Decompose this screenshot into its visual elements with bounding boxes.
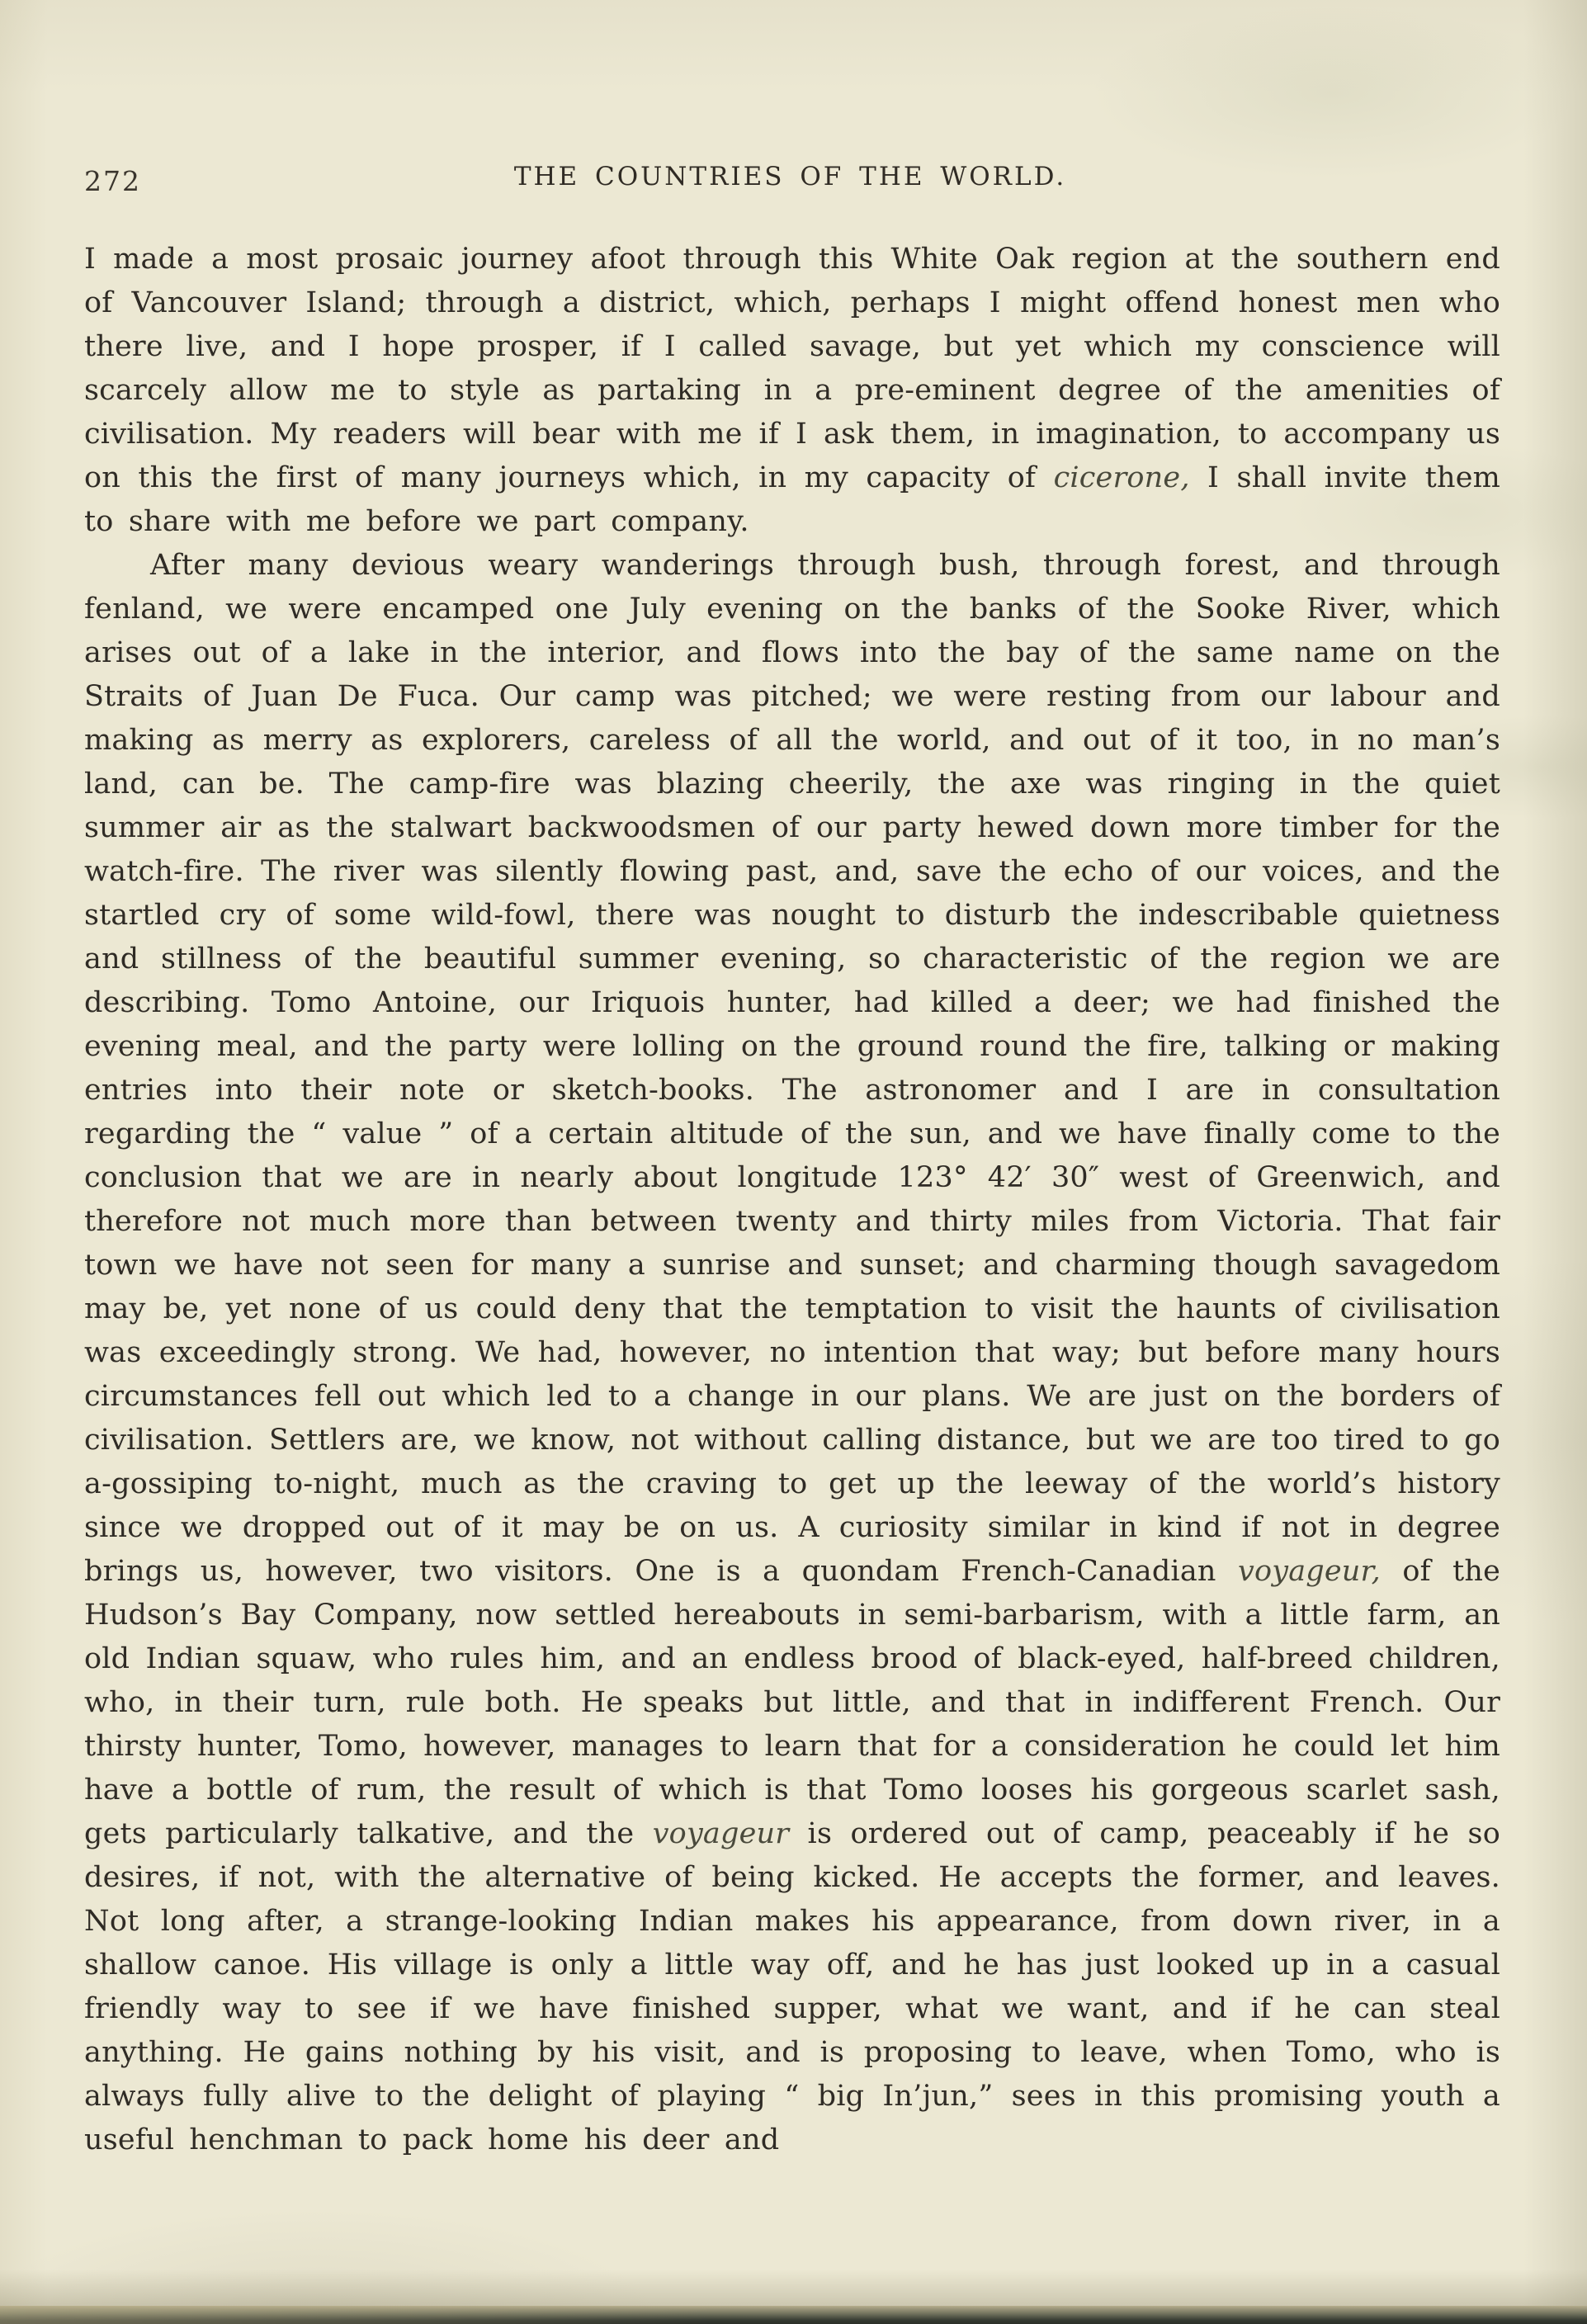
paragraph bbox=[84, 238, 1500, 544]
paragraph bbox=[84, 544, 1500, 2162]
running-header-title: THE COUNTRIES OF THE WORLD. bbox=[513, 162, 1067, 191]
text-segment: of the Hudson’s Bay Company, now settled hereabouts in semi-barbarism, with a little farm, an old Indian squaw, who rules him, and an endless brood of black-eyed, half-breed children, who, in their turn, rule both. He speaks but little, and that in indifferent French. Our thirsty hunter, Tomo, however, manages to learn that for a consideration he could let him have a bottle of rum, the result of which is that Tomo looses his gorgeous scarlet sash, gets particularly talkative, and the bbox=[84, 1555, 1501, 1850]
italic-text-segment: voyageur bbox=[652, 1817, 790, 1850]
page-bottom-edge bbox=[0, 2306, 1587, 2324]
text-segment: I shall invite them to share with me before we part company. bbox=[84, 461, 1500, 538]
page-bottom-shadow bbox=[0, 2270, 1587, 2307]
page-header bbox=[83, 162, 1498, 203]
page-body bbox=[84, 238, 1500, 2162]
page-number: 272 bbox=[84, 165, 141, 197]
text-segment: I made a most prosaic journey afoot through this White Oak region at the southern end of Vancouver Island; through a district, which, perhaps I might offend honest men who there live, and I hope prosper, if I called savage, but yet which my conscience will scarcely allow me to style as partaking in a pre-eminent degree of the amenities of civilisation. My readers will bear with me if I ask them, in imagination, to accompany us on this the first of many journeys which, in my capacity of bbox=[84, 243, 1500, 494]
text-segment: After many devious weary wanderings through bush, through forest, and through fenland, we were encamped one July evening on the banks of the Sooke River, which arises out of a lake in the interior, and flows into the bay of the same name on the Straits of Juan De Fuca. Our camp was pitched; we were resting from our labour and making as merry as explorers, careless of all the world, and out of it too, in no man’s land, can be. The camp-fire was blazing cheerily, the axe was ringing in the quiet summer air as the stalwart backwoodsmen of our party hewed down more timber for the watch-fire. The river was silently flowing past, and, save the echo of our voices, and the startled cry of some wild-fowl, there was nought to disturb the indescribable quietness and stillness of the beautiful summer evening, so characteristic of the region we are describing. Tomo Antoine, our Iriquois hunter, had killed a deer; we had finished the evening meal, and the party were lolling on the ground round the fire, talking or making entries into their note or sketch-books. The astronomer and I are in consultation regarding the “ value ” of a certain altitude of the sun, and we have finally come to the conclusion that we are in nearly about longitude 123° 42′ 30″ west of Greenwich, and therefore not much more than between twenty and thirty miles from Victoria. That fair town we have not seen for many a sunrise and sunset; and charming though savagedom may be, yet none of us could deny that the temptation to visit the haunts of civilisation was exceedingly strong. We had, however, no intention that way; but before many hours circumstances fell out which led to a change in our plans. We are just on the borders of civilisation. Settlers are, we know, not without calling distance, but we are too tired to go a-gossiping to-night, much as the craving to get up the leeway of the world’s history since we dropped out of it may be on us. A curiosity similar in kind if not in degree brings us, however, two visitors. One is a quondam French-Canadian bbox=[84, 549, 1500, 1588]
italic-text-segment: cicerone, bbox=[1053, 461, 1190, 494]
text-segment: is ordered out of camp, peaceably if he so desires, if not, with the alternative of being kicked. He accepts the former, and leaves. Not long after, a strange-looking Indian makes his appearance, from down river, in a shallow canoe. His village is only a little way off, and he has just looked up in a casual friendly way to see if we have finished supper, what we want, and if he can steal anything. He gains nothing by his visit, and is proposing to leave, when Tomo, who is always fully alive to the delight of playing “ big In’jun,” sees in this promising youth a useful henchman to pack home his deer and bbox=[84, 1817, 1500, 2156]
italic-text-segment: voyageur, bbox=[1238, 1555, 1381, 1588]
